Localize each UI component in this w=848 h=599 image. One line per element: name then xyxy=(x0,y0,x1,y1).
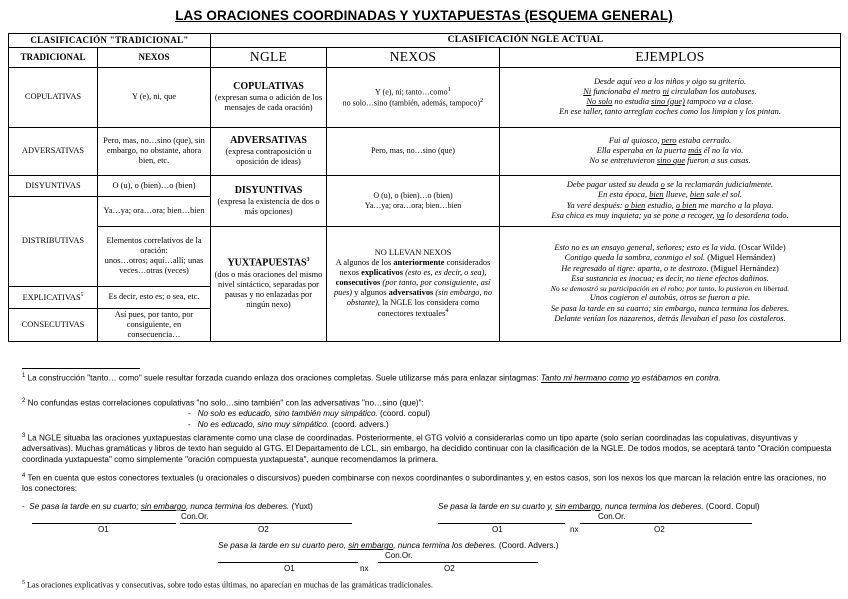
example-author: (Miguel Hernández) xyxy=(708,263,779,273)
nexo-underline: pero xyxy=(661,135,677,145)
yux-italic: (sin embargo, no obstante) xyxy=(346,288,493,308)
footnote-example: Tanto mi hermano como yo xyxy=(540,373,640,383)
analysis-text: Se pasa la tarde en su cuarto y, xyxy=(438,502,556,511)
example-line: Desde aquí veo a los niños y oigo su griterío. xyxy=(593,76,747,86)
footnote-text: Las oraciones explicativas y consecutivas, sobre todo estas últimas, no aparecían en muchas de las gramáticas tradicionales. xyxy=(25,580,433,590)
analysis-conector: sin embargo xyxy=(348,541,394,550)
ngle-copulativas-title: COPULATIVAS xyxy=(233,81,304,92)
example-text: No se entretuvieron xyxy=(589,156,657,166)
examples-disyuntivas xyxy=(500,175,841,226)
nexos2-adversativas: Pero, mas, no…sino (que) xyxy=(327,127,500,175)
label-consecutivas: CONSECUTIVAS xyxy=(9,308,98,341)
analysis-conector: sin embargo xyxy=(140,502,186,511)
ngle-copulativas xyxy=(211,67,327,127)
example-text: me marcho a la playa. xyxy=(696,200,774,210)
header-traditional-group: CLASIFICACIÓN "TRADICIONAL" xyxy=(9,34,211,48)
nexos-distributivas-b xyxy=(98,226,211,286)
yux-text: y algunos xyxy=(352,288,389,298)
row-distributivas-b xyxy=(9,226,841,286)
example-line: Unos cogieron el autobús, otros se fueron a pie. xyxy=(589,293,751,303)
analysis-text: Se pasa la tarde en su cuarto pero, xyxy=(218,541,349,550)
conor-label-2: Con.Or. xyxy=(598,512,626,521)
example-text: Ya veré después: xyxy=(566,200,625,210)
footnote-ref-2: 2 xyxy=(479,97,484,105)
classification-table xyxy=(8,33,841,342)
nexos-consecutivas: Así pues, por tanto, por consiguiente, en consecuencia… xyxy=(98,308,211,341)
examples-copulativas xyxy=(500,67,841,127)
o1-label: O1 xyxy=(284,564,295,573)
example-line: No se demostró su participación en el robo; por tanto, lo pusieron en libertad. xyxy=(550,284,790,294)
example-line: Se pasa la tarde en su cuarto; sin embargo, nunca termina los deberes. xyxy=(550,303,790,313)
example-line xyxy=(502,190,838,200)
yux-text: , la NGLE los considera como conectores textuales xyxy=(377,298,480,319)
ngle-disyuntivas xyxy=(211,175,327,226)
footnote-2-example-2: - No es educado, sino muy simpático. (coord. advers.) xyxy=(188,420,389,429)
example-line xyxy=(502,87,838,97)
label-explicativas xyxy=(9,286,98,308)
example-text: tampoco va a clase. xyxy=(684,97,754,107)
nexo-underline: o bien xyxy=(624,200,646,210)
analysis-text: , nunca termina los deberes. xyxy=(393,541,497,550)
row-adversativas xyxy=(9,127,841,175)
examples-adversativas xyxy=(500,127,841,175)
nexos2-disyuntivas-a: O (u), o (bien)…o (bien) xyxy=(373,190,453,200)
footnote-example: No solo es educado, sino también muy simpático. xyxy=(197,409,378,418)
nexos-distributivas-b2: unos…otros; aquí…allí; unas veces…otras (veces) xyxy=(104,256,204,276)
example-text: se la reclamarán judicialmente. xyxy=(664,180,774,190)
yux-bold: explicativos xyxy=(361,268,403,278)
yux-bold: anteriormente xyxy=(393,258,445,268)
bracket-o1 xyxy=(438,523,565,524)
conor-label-1: Con.Or. xyxy=(181,512,209,521)
footnote-2 xyxy=(22,398,834,409)
page-title: LAS ORACIONES COORDINADAS Y YUXTAPUESTAS (ESQUEMA GENERAL) xyxy=(175,8,673,23)
footnote-text: La construcción "tanto… como" suele resultar forzada cuando enlaza dos oraciones completas. Suele utilizarse más para enlazar sintagmas: xyxy=(25,373,541,383)
nexo-underline: sino que xyxy=(656,156,686,166)
example-line xyxy=(502,156,838,166)
row-copulativas xyxy=(9,67,841,127)
example-line: Esa sustancia es inocua; es decir, no tiene efectos dañinos. xyxy=(571,273,769,283)
ngle-yuxtapuestas-label: YUXTAPUESTAS xyxy=(227,257,307,269)
analysis-note: (Coord. Advers.) xyxy=(496,541,559,550)
nexo-underline: bien xyxy=(649,190,664,200)
ngle-copulativas-desc: (expresan suma o adición de los mensajes de cada oración) xyxy=(214,93,323,113)
analysis-note: (Yuxt) xyxy=(289,502,313,511)
example-text: Fui al quiosco, xyxy=(608,135,662,145)
ngle-disyuntivas-desc: (expresa la existencia de dos o más opciones) xyxy=(217,196,320,216)
o1-label: O1 xyxy=(98,525,109,534)
nexos-explicativas: Es decir, esto es; o sea, etc. xyxy=(98,286,211,308)
nexos2-copulativas xyxy=(327,67,500,127)
header-tradicional: TRADICIONAL xyxy=(9,48,98,67)
yux-text: , xyxy=(484,268,487,278)
example-text: Esto no es un ensayo general, señores; esto es la vida. xyxy=(554,243,737,253)
nexos-adversativas: Pero, mas, no…sino (que), sin embargo, no obstante, ahora bien, etc. xyxy=(98,127,211,175)
nexos2-yuxtapuestas xyxy=(327,226,500,341)
analysis-text: , nunca termina los deberes. xyxy=(600,502,704,511)
example-line: Delante venían los nazarenos, detrás llevaban el paso los costaleros. xyxy=(554,313,786,323)
example-text: llueve, xyxy=(663,190,690,200)
example-line xyxy=(502,146,838,156)
footnote-example: estábamos en contra. xyxy=(639,373,721,383)
footnote-1 xyxy=(22,373,834,384)
footnote-5 xyxy=(22,580,834,591)
footnote-ref-1: 1 xyxy=(447,85,451,93)
footnote-4 xyxy=(22,473,834,495)
example-text: He regresado al tigre: aparta, o te destrozo. xyxy=(561,263,709,273)
example-line xyxy=(502,264,838,274)
example-text: Esa chica es muy inquieta; ya se pone a recoger, xyxy=(551,210,717,220)
example-line: En ese taller, tanto arreglan coches como los limpian y los pintan. xyxy=(559,107,781,117)
footnote-number: 3 xyxy=(22,433,26,439)
label-explicativas-text: EXPLICATIVAS xyxy=(22,292,81,302)
footnote-number: 2 xyxy=(22,398,26,404)
example-line xyxy=(502,201,838,211)
example-text: lo desordena todo. xyxy=(724,210,789,220)
bracket-o2 xyxy=(580,523,752,524)
bracket-o2 xyxy=(378,562,538,563)
analysis-conector: sin embargo xyxy=(555,502,601,511)
o1-label: O1 xyxy=(492,525,503,534)
example-line xyxy=(502,136,838,146)
nexo-underline: Ni xyxy=(583,86,592,96)
example-text: Debe pagar usted su deuda xyxy=(566,180,661,190)
analysis-text: Se pasa la tarde en su cuarto; xyxy=(29,502,141,511)
yux-text: considerados nexos xyxy=(339,258,491,278)
nexo-underline: ni xyxy=(662,86,670,96)
bracket-o1 xyxy=(218,562,358,563)
ngle-yuxtapuestas xyxy=(211,226,327,341)
example-line xyxy=(502,243,838,253)
example-text: Contigo queda la sombra, conmigo el sol. xyxy=(564,253,706,263)
footnote-ref-4: 4 xyxy=(445,308,449,315)
header-ngle: NGLE xyxy=(211,48,327,67)
example-line xyxy=(502,97,838,107)
ngle-adversativas-title: ADVERSATIVAS xyxy=(230,135,307,146)
ngle-yuxtapuestas-title xyxy=(213,257,324,269)
header-ngle-group: CLASIFICACIÓN NGLE ACTUAL xyxy=(211,34,841,48)
footnote-ref-5: 5 xyxy=(80,291,84,298)
footnote-note: (coord. advers.) xyxy=(329,420,389,429)
bracket-o2 xyxy=(180,523,352,524)
footnote-3 xyxy=(22,433,834,465)
nexo-underline: o xyxy=(660,180,665,190)
example-text: En esta época, xyxy=(598,190,650,200)
example-text: Ella esperaba en la puerta xyxy=(596,145,689,155)
example-text: circulaban los autobuses. xyxy=(669,86,757,96)
nexo-underline: o bien xyxy=(675,200,697,210)
yux-text: A algunos de los xyxy=(335,258,394,268)
yux-italic: (esto es, es decir, o sea) xyxy=(403,268,485,278)
nexo-underline: No solo xyxy=(586,97,613,107)
nexos2-copulativas-b: no solo…sino (también, además, tampoco) xyxy=(342,98,480,108)
analysis-example-2 xyxy=(438,502,760,511)
example-text: él no la vio. xyxy=(701,145,744,155)
header-ejemplos: EJEMPLOS xyxy=(500,48,841,67)
nexos-distributivas-a: Ya…ya; ora…ora; bien…bien xyxy=(98,196,211,226)
conor-label-3: Con.Or. xyxy=(385,551,413,560)
footnote-text: La NGLE situaba las oraciones yuxtapuestas claramente como una clase de coordinadas. Posteriormente, el GTG volvió a considerarlas como un tipo aparte (solo serían coordinadas las copulativas, disyuntivas y adversativas). Muchas gramáticas y libros de texto han seguido al GTG. El Departamento de LCL, sin embargo, ha decidido continuar con la clasificación de la NGLE. De todos modos, se aceptará tanto "Oración compuesta coordinada yuxtapuesta" como simplemente "oración compuesta yuxtapuesta", aunque recomendamos la primera. xyxy=(22,433,832,464)
nexo-underline: más xyxy=(688,145,702,155)
example-text: sale el sol. xyxy=(704,190,742,200)
ngle-adversativas xyxy=(211,127,327,175)
ngle-yuxtapuestas-desc: (dos o más oraciones del mismo nivel sintáctico, separadas por pausas y no enlazadas por ningún nexo) xyxy=(214,269,323,309)
footnote-number: 1 xyxy=(22,373,26,379)
nx-label: nx xyxy=(360,564,369,573)
nexos-distributivas-b1: Elementos correlativos de la oración: xyxy=(106,235,202,255)
label-copulativas: COPULATIVAS xyxy=(9,67,98,127)
footnote-separator xyxy=(22,368,140,369)
nexos2-disyuntivas xyxy=(327,175,500,226)
footnote-2-example-1: - No solo es educado, sino también muy simpático. (coord. copul) xyxy=(188,409,431,418)
nexos2-copulativas-a: Y (e), ni; tanto…como xyxy=(375,87,448,97)
o2-label: O2 xyxy=(444,564,455,573)
nexos-disyuntivas: O (u), o (bien)…o (bien) xyxy=(98,175,211,196)
example-author: (Oscar Wilde) xyxy=(736,243,786,253)
o2-label: O2 xyxy=(258,525,269,534)
nexos2-disyuntivas-b: Ya…ya; ora…ora; bien…bien xyxy=(364,200,462,210)
example-text: funcionaba el metro xyxy=(591,86,663,96)
example-line xyxy=(502,253,838,263)
header-nexos2: NEXOS xyxy=(327,48,500,67)
yux-italic: (por tanto, por consiguiente, así pues) xyxy=(333,278,491,298)
example-line xyxy=(502,211,838,221)
bracket-o1 xyxy=(32,523,176,524)
footnote-text: Ten en cuenta que estos conectores textuales (u oracionales o discursivos) pueden combinarse con nexos coordinantes o subordinantes y, en estos casos, son los nexos los que marcan la relación entre las oraciones, no los conectores: xyxy=(22,473,827,494)
no-nexos-title: NO LLEVAN NEXOS xyxy=(374,248,452,258)
yux-bold: adversativos xyxy=(388,288,434,298)
footnote-number: 5 xyxy=(22,580,25,586)
label-disyuntivas: DISYUNTIVAS xyxy=(9,175,98,196)
header-nexos: NEXOS xyxy=(98,48,211,67)
analysis-example-3 xyxy=(218,541,558,550)
label-distributivas: DISTRIBUTIVAS xyxy=(9,196,98,286)
nexos-copulativas: Y (e), ni, que xyxy=(98,67,211,127)
ngle-disyuntivas-title: DISYUNTIVAS xyxy=(234,184,303,196)
ngle-adversativas-desc: (expresa contraposición u oposición de ideas) xyxy=(225,147,312,167)
analysis-text: , nunca termina los deberes. xyxy=(185,502,290,511)
label-adversativas: ADVERSATIVAS xyxy=(9,127,98,175)
yux-bold: consecutivos xyxy=(335,278,381,288)
examples-yuxtapuestas xyxy=(500,226,841,341)
analysis-example-1 xyxy=(22,502,313,511)
analysis-note: (Coord. Copul) xyxy=(703,502,760,511)
footnote-example: No es educado, sino muy simpático. xyxy=(197,420,330,429)
footnote-number: 4 xyxy=(22,473,26,479)
example-text: estaba cerrado. xyxy=(676,135,732,145)
nexo-underline: ya xyxy=(716,210,725,220)
footnote-ref-3: 3 xyxy=(306,257,310,264)
footnote-text: No confundas estas correlaciones copulativas "no solo…sino también" con las adversativas "no…sino (que)": xyxy=(25,398,424,408)
example-text: no estudia xyxy=(612,97,652,107)
nx-label: nx xyxy=(570,525,579,534)
analysis-dash: - xyxy=(22,502,25,511)
nexo-underline: bien xyxy=(689,190,705,200)
nexo-underline: sino (que) xyxy=(651,97,685,107)
example-line xyxy=(502,180,838,190)
o2-label: O2 xyxy=(654,525,665,534)
footnote-note: (coord. copul) xyxy=(377,409,431,418)
row-disyuntivas xyxy=(9,175,841,196)
example-text: fueron a sus casas. xyxy=(685,156,751,166)
example-text: estudio, xyxy=(645,200,676,210)
example-author: (Miguel Hernández) xyxy=(705,253,776,263)
